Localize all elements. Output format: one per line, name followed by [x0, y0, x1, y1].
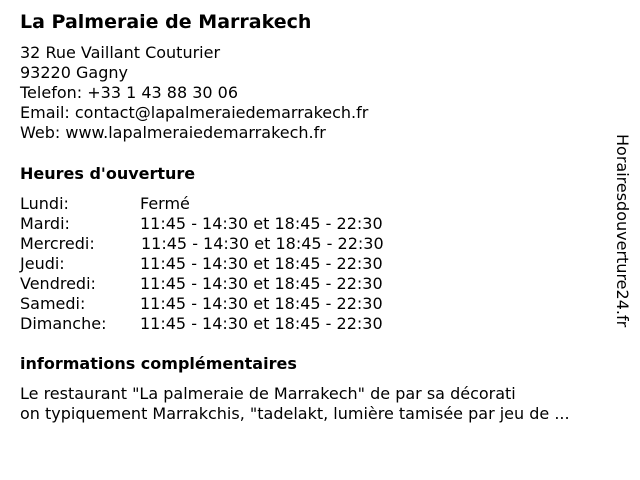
time-value: 11:45 - 14:30 et 18:45 - 22:30	[140, 294, 383, 313]
email-line: Email: contact@lapalmeraiedemarrakech.fr	[20, 103, 369, 122]
watermark-text: Horairesdouverture24.fr	[613, 134, 632, 328]
time-value: 11:45 - 14:30 et 18:45 - 22:30	[140, 314, 383, 333]
description-line-2: on typiquement Marrakchis, "tadelakt, lumière tamisée par jeu de ...	[20, 404, 570, 423]
time-value: 11:45 - 14:30 et 18:45 - 22:30	[140, 254, 383, 273]
day-label: Jeudi:	[20, 254, 65, 273]
city-postal: 93220 Gagny	[20, 63, 128, 82]
time-value: Fermé	[140, 194, 190, 213]
web-line: Web: www.lapalmeraiedemarrakech.fr	[20, 123, 326, 142]
day-label: Vendredi:	[20, 274, 96, 293]
time-value: 11:45 - 14:30 et 18:45 - 22:30	[140, 214, 383, 233]
time-value: 11:45 - 14:30 et 18:45 - 22:30	[141, 234, 384, 253]
contact-block	[20, 43, 368, 143]
day-label: Mercredi:	[20, 234, 95, 253]
phone-line: Telefon: +33 1 43 88 30 06	[20, 83, 239, 102]
day-label: Dimanche:	[20, 314, 107, 333]
business-name: La Palmeraie de Marrakech	[20, 11, 312, 33]
day-label: Mardi:	[20, 214, 70, 233]
day-label: Lundi:	[20, 194, 69, 213]
day-label: Samedi:	[20, 294, 86, 313]
time-value: 11:45 - 14:30 et 18:45 - 22:30	[140, 274, 383, 293]
description-line-1: Le restaurant "La palmeraie de Marrakech" de par sa décorati	[20, 384, 516, 403]
info-heading: informations complémentaires	[20, 354, 297, 373]
hours-heading: Heures d'ouverture	[20, 164, 196, 183]
description	[20, 384, 570, 424]
street-address: 32 Rue Vaillant Couturier	[20, 43, 221, 62]
